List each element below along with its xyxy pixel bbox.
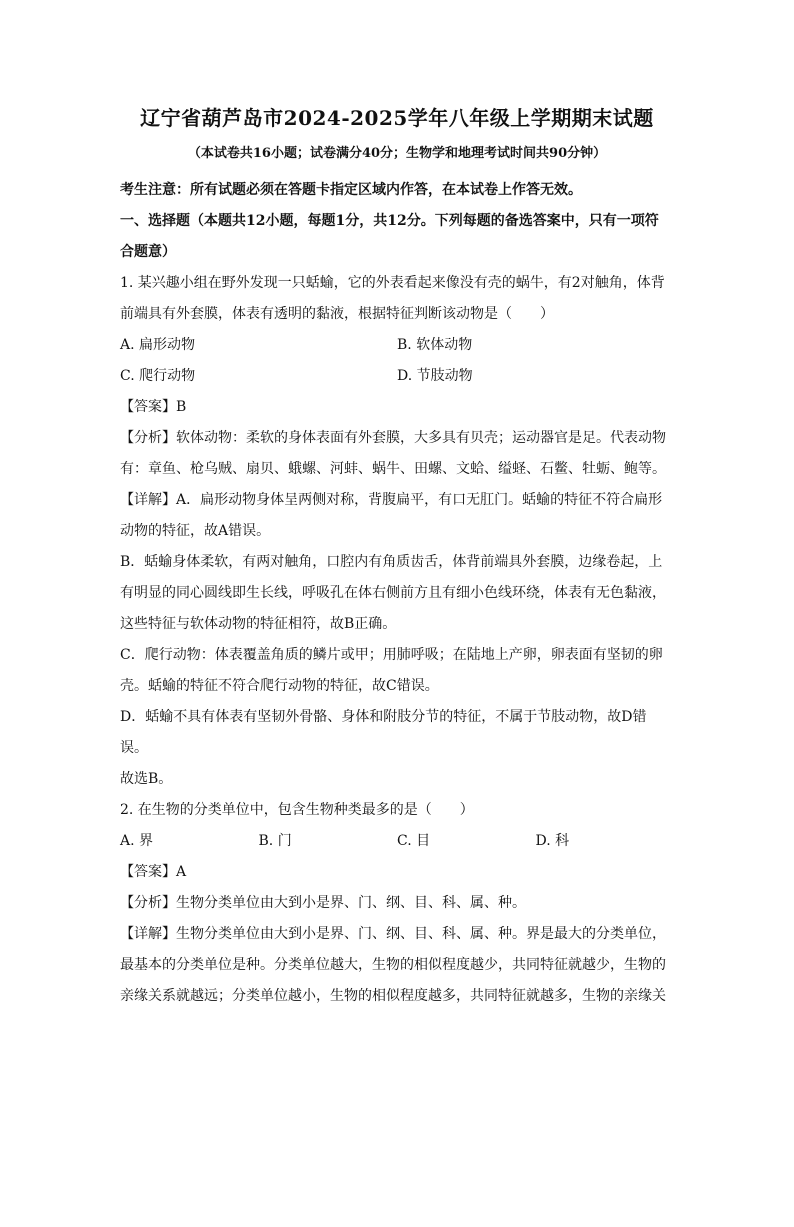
q2-detail-line-3: 亲缘关系就越远；分类单位越小，生物的相似程度越多，共同特征就越多，生物的亲缘关: [120, 988, 666, 1004]
section-heading-line-2: 合题意）: [120, 244, 176, 260]
q1-option-a: A. 扁形动物: [120, 337, 196, 353]
q1-detail-line-2: 动物的特征，故A错误。: [120, 523, 271, 539]
q2-option-b: B. 门: [258, 833, 292, 849]
analysis-text: 生物分类单位由大到小是界、门、纲、目、科、属、种。: [176, 895, 526, 911]
detail-text: A．扁形动物身体呈两侧对称，背腹扁平，有口无肛门。蛞蝓的特征不符合扁形: [176, 492, 663, 508]
q2-detail-line-2: 最基本的分类单位是种。分类单位越大，生物的相似程度越少，共同特征就越少，生物的: [120, 957, 666, 973]
q1-analysis-line-2: 有：章鱼、枪乌贼、扇贝、蛾螺、河蚌、蜗牛、田螺、文蛤、缢蛏、石鳖、牡蛎、鲍等。: [120, 461, 666, 477]
q2-stem: 2. 在生物的分类单位中，包含生物种类最多的是（ ）: [120, 802, 474, 818]
answer-value: A: [176, 864, 187, 880]
q1-detail-line-9: 误。: [120, 740, 148, 756]
answer-label: 【答案】: [120, 864, 176, 880]
analysis-label: 【分析】: [120, 895, 176, 911]
exam-page: [0, 104, 794, 1227]
q1-detail-line-3: B．蛞蝓身体柔软，有两对触角，口腔内有角质齿舌，体背前端具外套膜，边缘卷起，上: [120, 554, 663, 570]
answer-value: B: [176, 399, 187, 415]
detail-label: 【详解】: [120, 926, 176, 942]
q2-option-c: C. 目: [397, 833, 431, 849]
q1-option-d: D. 节肢动物: [397, 368, 473, 384]
q1-stem-line-2: 前端具有外套膜，体表有透明的黏液，根据特征判断该动物是（ ）: [120, 306, 554, 322]
q2-detail-line-1: [120, 919, 674, 950]
q1-analysis-line-1: [120, 423, 674, 454]
detail-label: 【详解】: [120, 492, 176, 508]
q1-option-b: B. 软体动物: [397, 337, 473, 353]
q2-option-d: D. 科: [535, 833, 570, 849]
analysis-text: 软体动物：柔软的身体表面有外套膜，大多具有贝壳；运动器官是足。代表动物: [176, 430, 666, 446]
q2-option-a: A. 界: [120, 833, 154, 849]
q2-options-row: [120, 826, 674, 857]
q1-detail-line-5: 这些特征与软体动物的特征相符，故B正确。: [120, 616, 397, 632]
q1-conclusion: 故选B。: [120, 771, 173, 787]
q1-detail-line-8: D．蛞蝓不具有体表有坚韧外骨骼、身体和附肢分节的特征，不属于节肢动物，故D错: [120, 709, 647, 725]
section-heading-line-1: 一、选择题（本题共12小题，每题1分，共12分。下列每题的备选答案中，只有一项符: [120, 213, 659, 229]
q1-detail-line-1: [120, 485, 674, 516]
q1-options-row-2: [120, 361, 674, 392]
q1-option-c: C. 爬行动物: [120, 368, 196, 384]
q1-options-row-1: [120, 330, 674, 361]
q1-detail-line-6: C．爬行动物：体表覆盖角质的鳞片或甲；用肺呼吸；在陆地上产卵，卵表面有坚韧的卵: [120, 647, 663, 663]
answer-label: 【答案】: [120, 399, 176, 415]
q1-answer: [120, 392, 674, 423]
q1-detail-line-4: 有明显的同心圆线即生长线，呼吸孔在体右侧前方且有细小色线环绕，体表有无色黏液，: [120, 585, 666, 601]
detail-text: 生物分类单位由大到小是界、门、纲、目、科、属、种。界是最大的分类单位，: [176, 926, 666, 942]
q1-stem-line-1: 1. 某兴趣小组在野外发现一只蛞蝓，它的外表看起来像没有壳的蜗牛，有2对触角，体背: [120, 275, 665, 291]
q1-detail-line-7: 壳。蛞蝓的特征不符合爬行动物的特征，故C错误。: [120, 678, 439, 694]
exam-title: 辽宁省葫芦岛市2024-2025学年八年级上学期期末试题: [140, 106, 654, 130]
exam-notice: 考生注意：所有试题必须在答题卡指定区域内作答，在本试卷上作答无效。: [120, 182, 582, 198]
exam-subtitle: （本试卷共16小题；试卷满分40分；生物学和地理考试时间共90分钟）: [187, 146, 607, 161]
analysis-label: 【分析】: [120, 430, 176, 446]
q2-answer: [120, 857, 674, 888]
q2-analysis: [120, 888, 674, 919]
